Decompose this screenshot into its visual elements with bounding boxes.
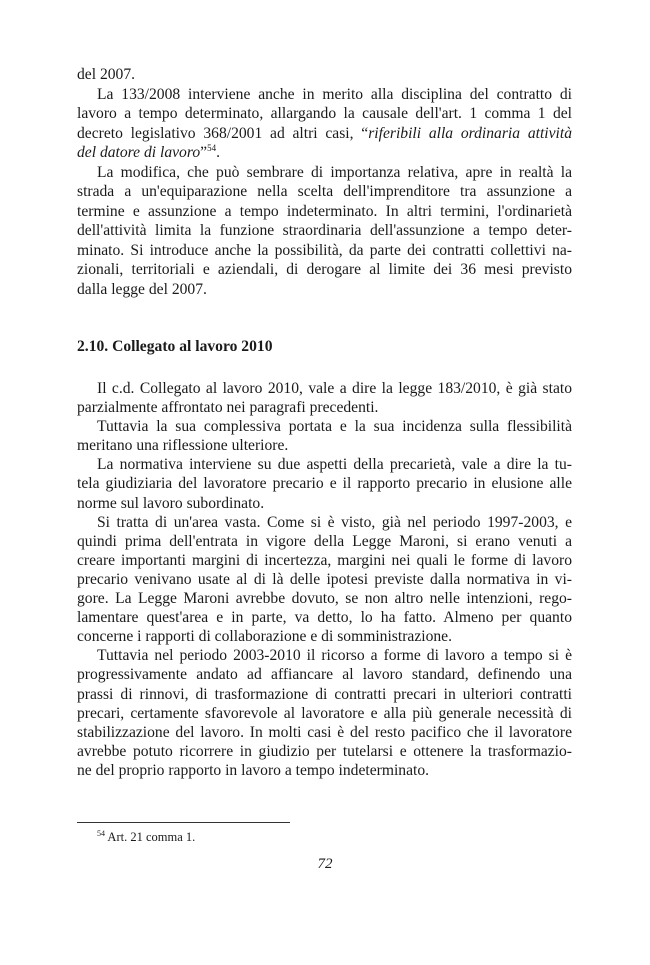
footnote (97, 830, 195, 845)
footnote-reference: 54 (207, 143, 217, 153)
text-segment: decreto legislativo 368/2001 ad altri casi, “ (77, 124, 369, 142)
text-segment: lamentare quest'area e in parte, va detto, lo ha fatto. Almeno per quanto (77, 609, 572, 627)
text-segment: gore. La Legge Maroni avrebbe dovuto, se non altro nelle intenzioni, rego- (77, 590, 572, 608)
text-segment: concerne i rapporti di collaborazione e di somministrazione. (77, 628, 452, 646)
text-line (77, 124, 572, 144)
text-segment: termine e assunzione a tempo indeterminato. In altri termini, l'ordinarietà (77, 202, 572, 220)
text-line (77, 260, 572, 280)
text-segment: La modifica, che può sembrare di importanza relativa, apre in realtà la (97, 163, 572, 181)
text-segment: minato. Si introduce anche la possibilità, da parte dei contratti collettivi na- (77, 241, 572, 259)
text-segment: ne del proprio rapporto in lavoro a tempo indeterminato. (77, 761, 430, 779)
text-segment: tela giudiziaria del lavoratore precario e il rapporto precario in elusione alle (77, 475, 572, 493)
text-segment: Si tratta di un'area vasta. Come si è visto, già nel periodo 1997-2003, e (97, 513, 572, 531)
text-segment: Tuttavia nel periodo 2003-2010 il ricorso a forme di lavoro a tempo si è (97, 647, 572, 665)
text-segment: norme sul lavoro subordinato. (77, 494, 265, 512)
text-line (77, 685, 572, 704)
text-segment: La normativa interviene su due aspetti della precarietà, vale a dire la tu- (97, 456, 572, 474)
page-number: 72 (317, 856, 333, 872)
text-line (77, 494, 572, 513)
text-line (77, 589, 572, 608)
text-segment: lavoro a tempo determinato, allargando la causale dell'art. 1 comma 1 del (77, 105, 572, 122)
text-line (77, 202, 572, 222)
text-line (77, 379, 572, 398)
text-line (77, 723, 572, 742)
text-line (77, 742, 572, 761)
text-line (77, 455, 572, 474)
text-segment: parzialmente affrontato nei paragrafi precedenti. (77, 399, 379, 417)
section-heading: 2.10. Collegato al lavoro 2010 (77, 338, 273, 355)
text-line (77, 221, 572, 241)
footnote-number: 54 (97, 829, 105, 838)
text-segment: prassi di rinnovi, di trasformazione di contratti precari in ulteriori contratti (77, 685, 572, 703)
footnote-separator (77, 822, 290, 823)
text-line (77, 65, 572, 85)
text-line (77, 398, 572, 417)
text-line (77, 570, 572, 589)
text-line (77, 436, 572, 455)
text-line (77, 417, 572, 436)
section-body-text (77, 379, 572, 780)
footnote-text: Art. 21 comma 1. (105, 830, 196, 844)
text-segment: meritano una riflessione ulteriore. (77, 437, 289, 455)
text-segment: creare importanti margini di incertezza, margini nei quali le forme di lavoro (77, 551, 572, 569)
text-segment: ” (200, 144, 208, 161)
text-line (77, 280, 572, 300)
text-line (77, 163, 572, 183)
text-line (77, 474, 572, 493)
text-segment: progressivamente andato ad affiancare al lavoro standard, definendo una (77, 666, 572, 684)
text-line (77, 85, 572, 105)
italic-quote: del datore di lavoro (77, 144, 201, 161)
text-segment: zionali, territoriali e aziendali, di derogare al limite dei 36 mesi previsto (77, 261, 572, 278)
text-line (77, 704, 572, 723)
text-line (77, 143, 572, 163)
text-line (77, 551, 572, 570)
italic-quote: riferibili alla ordinaria attività (368, 124, 572, 142)
text-line (77, 627, 572, 646)
text-segment: avrebbe potuto ricorrere in giudizio per tutelarsi e ottenere la trasformazio- (77, 742, 572, 760)
text-segment: precari, certamente sfavorevole al lavoratore e alla più generale necessità di (77, 704, 572, 722)
text-segment: Tuttavia la sua complessiva portata e la sua incidenza sulla flessibilità (97, 418, 572, 436)
text-segment: La 133/2008 interviene anche in merito alla disciplina del contratto di (97, 85, 572, 103)
text-line (77, 513, 572, 532)
text-segment: . (216, 144, 220, 161)
text-line (77, 761, 572, 780)
text-segment: precario venivano usate al di là delle ipotesi previste dalla normativa in vi- (77, 570, 572, 588)
text-line (77, 665, 572, 684)
text-segment: quindi prima dell'entrata in vigore della Legge Maroni, si erano venuti a (77, 532, 572, 550)
text-segment: dell'attività limita la funzione straordinaria dell'assunzione a tempo deter- (77, 222, 572, 239)
text-segment: Il c.d. Collegato al lavoro 2010, vale a dire la legge 183/2010, è già stato (97, 380, 572, 397)
body-text-before-section (77, 65, 572, 299)
text-line (77, 608, 572, 627)
text-segment: dalla legge del 2007. (77, 280, 207, 298)
text-line (77, 241, 572, 261)
text-line (77, 104, 572, 124)
text-line (77, 646, 572, 665)
text-segment: stabilizzazione del lavoro. In molti casi è del resto pacifico che il lavoratore (77, 723, 572, 741)
text-line (77, 532, 572, 551)
text-segment: strada a un'equiparazione nella scelta dell'imprenditore tra assunzione a (77, 183, 572, 200)
text-line (77, 182, 572, 202)
text-segment: del 2007. (77, 66, 136, 83)
